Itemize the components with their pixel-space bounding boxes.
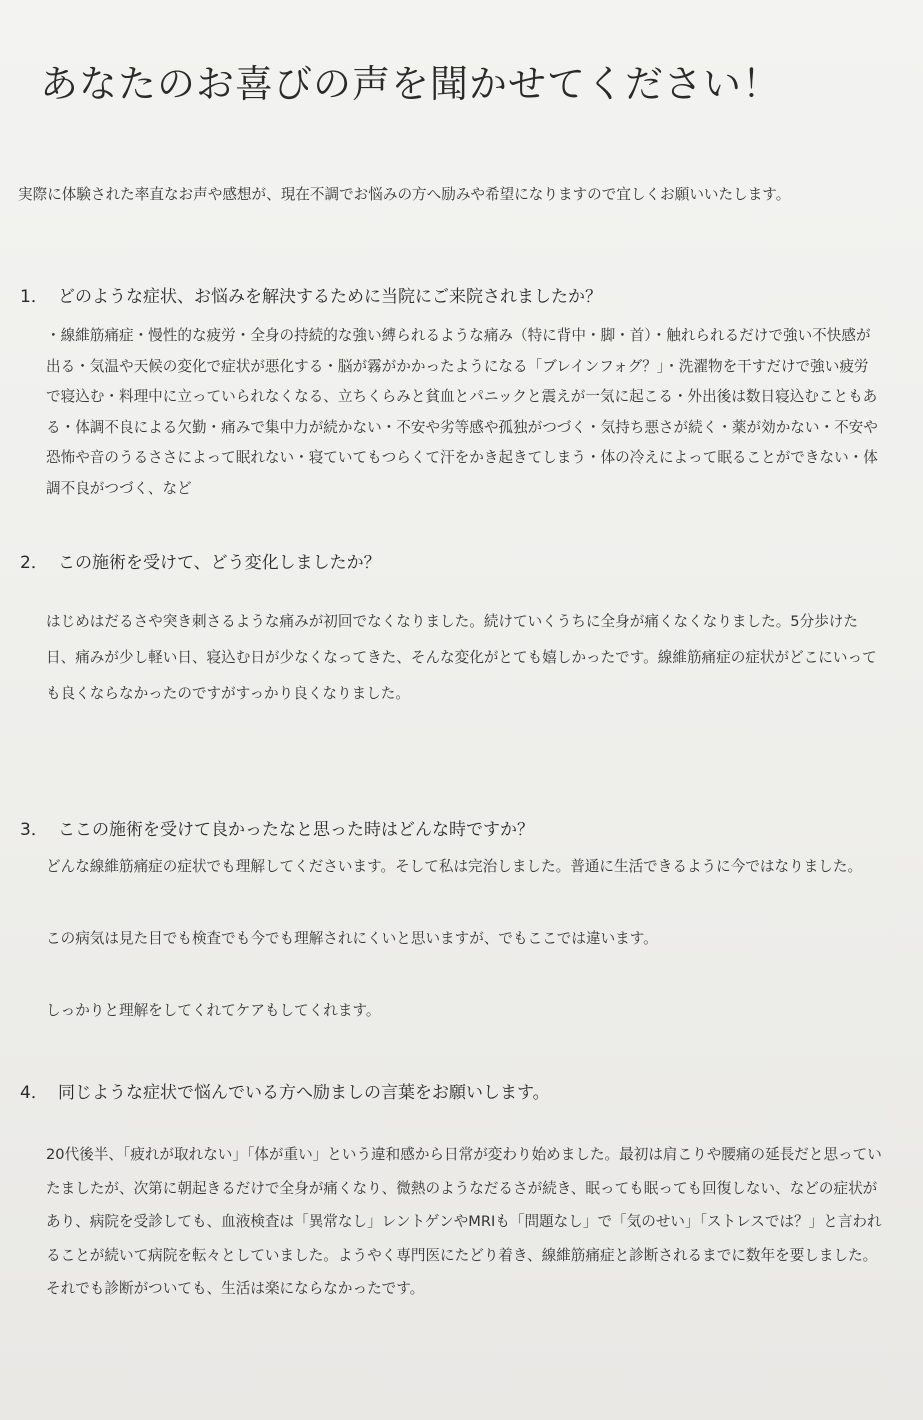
question-4-heading	[20, 1080, 550, 1106]
question-text: どのような症状、お悩みを解決するために当院にご来院されましたか？	[58, 287, 602, 307]
answer-4	[46, 1138, 882, 1306]
answer-paragraph: ・線維筋痛症・慢性的な疲労・全身の持続的な強い縛られるような痛み（特に背中・脚・首）・触れられるだけで強い不快感が出る・気温や天候の変化で症状が悪化する・脳が霧がかかったようになる「ブレインフォグ？」・洗濯物を干すだけで強い疲労で寝込む・料理中に立っていられなくなる、立ちくらみと貧血とパニックと震えが一気に起こる・外出後は数日寝込むこともある・体調不良による欠勤・痛みで集中力が続かない・不安や劣等感や孤独がつづく・気持ち悪さが続く・薬が効かない・不安や恐怖や音のうるささによって眠れない・寝ていてもつらくて汗をかき起きてしまう・体の冷えによって眠ることができない・体調不良がつづく、など	[46, 327, 878, 497]
question-number: 4．	[20, 1083, 48, 1103]
intro-text: 実際に体験された率直なお声や感想が、現在不調でお悩みの方へ励みや希望になりますので宜しくお願いいたします。	[18, 186, 791, 203]
answer-2	[46, 604, 882, 712]
page-title: あなたのお喜びの声を聞かせてください！	[40, 62, 782, 106]
answer-paragraph: しっかりと理解をしてくれてケアもしてくれます。	[46, 1002, 381, 1019]
question-1-heading	[20, 284, 602, 310]
answer-paragraph: どんな線維筋痛症の症状でも理解してくださいます。そして私は完治しました。普通に生活できるように今ではなりました。	[46, 858, 863, 875]
question-2-heading	[20, 550, 381, 576]
answer-1	[46, 321, 882, 504]
spacer	[46, 884, 882, 922]
question-text: ここの施術を受けて良かったなと思った時はどんな時ですか？	[58, 820, 534, 840]
question-number: 1．	[20, 287, 48, 307]
question-number: 3．	[20, 820, 48, 840]
question-number: 2．	[20, 553, 48, 573]
question-text: 同じような症状で悩んでいる方へ励ましの言葉をお願いします。	[58, 1083, 550, 1103]
answer-paragraph: 20代後半、「疲れが取れない」「体が重い」という違和感から日常が変わり始めました。最初は肩こりや腰痛の延長だと思っていたましたが、次第に朝起きるだけで全身が痛くなり、微熱のようなだるさが続き、眠っても眠っても回復しない、などの症状があり、病院を受診しても、血液検査は「異常なし」レントゲンやMRIも「問題なし」で「気のせい」「ストレスでは？」と言われることが続いて病院を転々としていました。ようやく専門医にたどり着き、線維筋痛症と診断されるまでに数年を要しました。それでも診断がついても、生活は楽にならなかったです。	[46, 1146, 882, 1297]
spacer	[46, 956, 882, 994]
question-text: この施術を受けて、どう変化しましたか？	[58, 553, 381, 573]
answer-3	[46, 850, 882, 1028]
question-3-heading	[20, 817, 534, 843]
answer-paragraph: はじめはだるさや突き刺さるような痛みが初回でなくなりました。続けていくうちに全身が痛くなくなりました。5分歩けた日、痛みが少し軽い日、寝込む日が少なくなってきた、そんな変化がとても嬉しかったです。線維筋痛症の症状がどこにいっても良くならなかったのですがすっかり良くなりました。	[46, 613, 877, 702]
answer-paragraph: この病気は見た目でも検査でも今でも理解されにくいと思いますが、でもここでは違います。	[46, 930, 658, 947]
